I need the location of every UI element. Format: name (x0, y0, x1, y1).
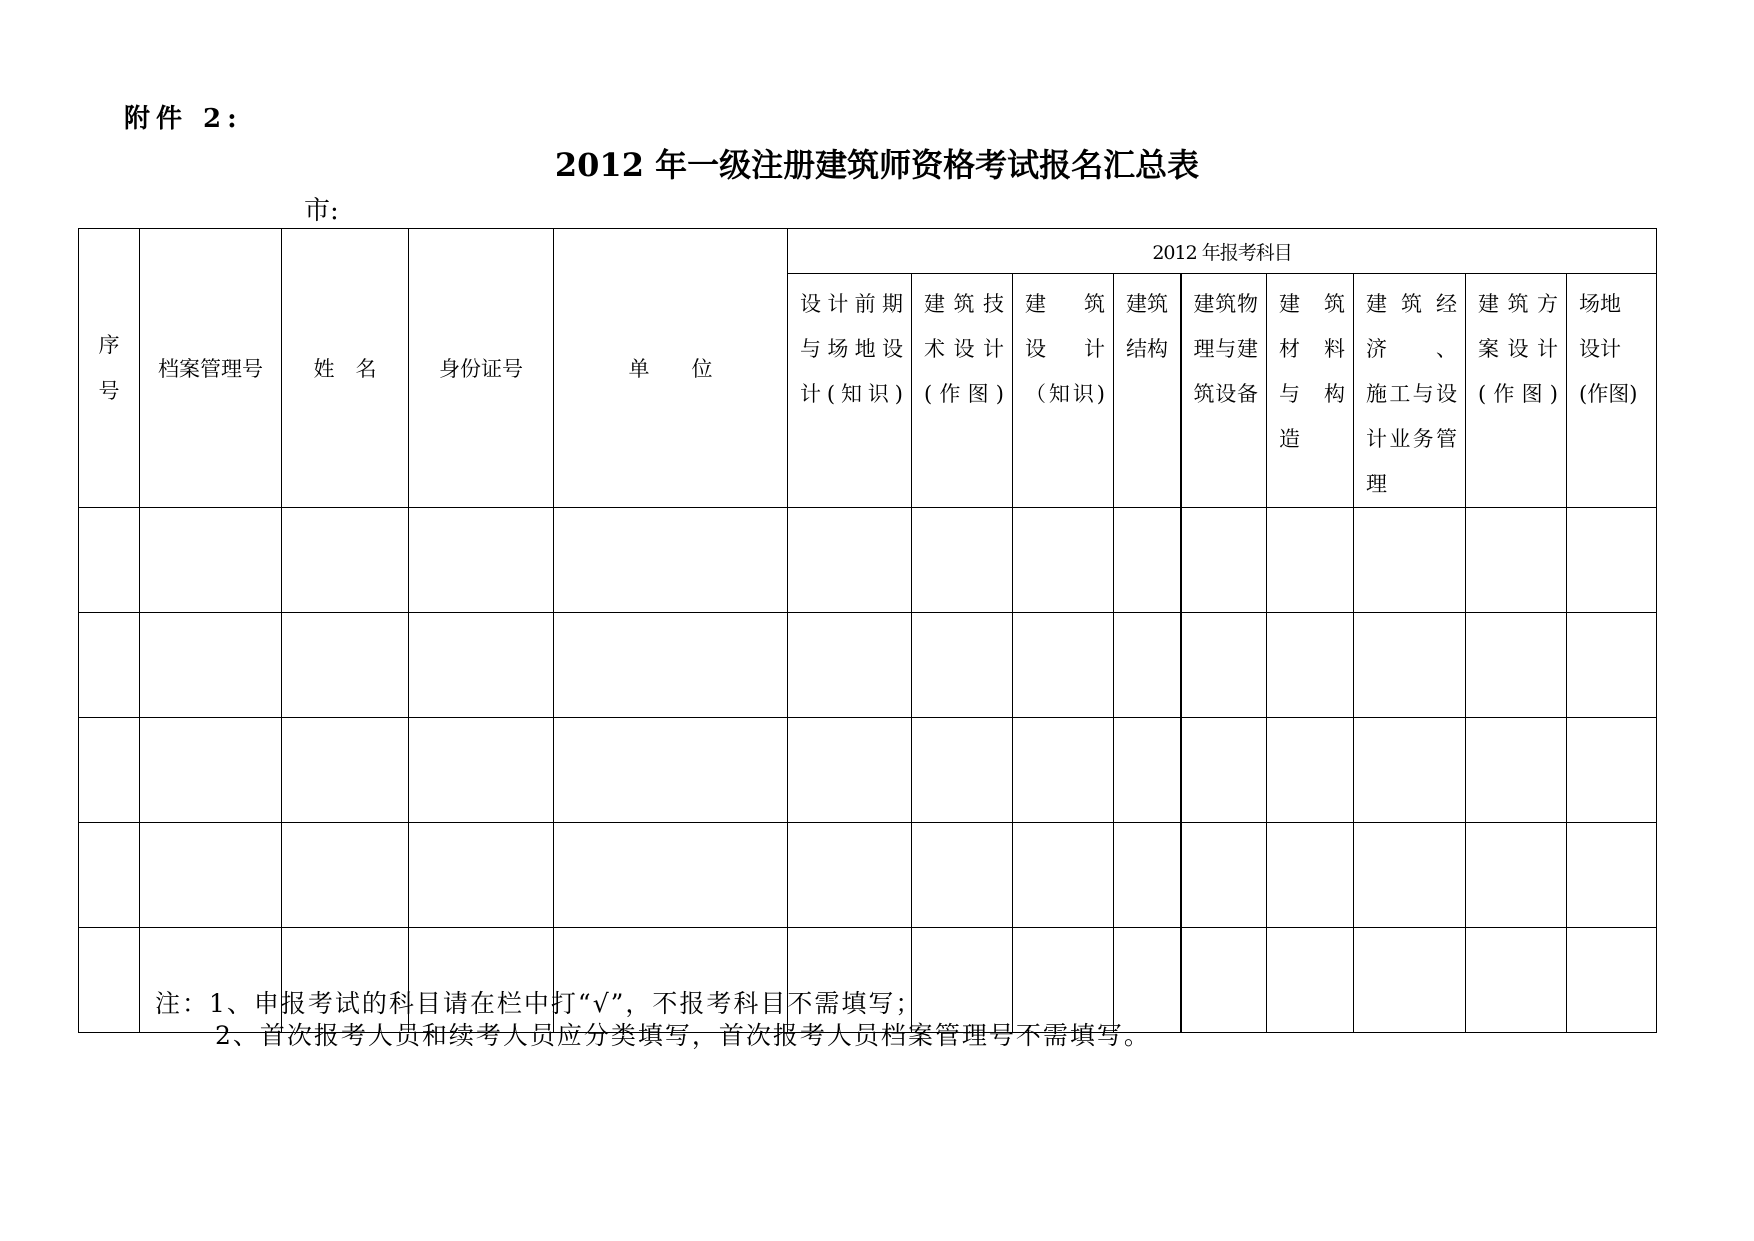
subject-line: 与 构 (1279, 382, 1345, 406)
table-cell[interactable] (79, 928, 140, 1033)
table-cell[interactable] (912, 613, 1013, 718)
subject-line: 设计 (1025, 337, 1105, 361)
table-cell[interactable] (140, 613, 282, 718)
header-subject-1 (788, 274, 912, 508)
header-id-no: 身份证号 (409, 229, 554, 508)
table-cell[interactable] (1466, 613, 1567, 718)
subject-line: 设计前期 (800, 292, 903, 316)
attachment-label: 附件 2: (124, 104, 243, 134)
table-cell[interactable] (1267, 928, 1354, 1033)
subject-line: (作图) (924, 382, 1004, 406)
table-cell[interactable] (1267, 718, 1354, 823)
table-cell[interactable] (409, 823, 554, 928)
table-cell[interactable] (554, 613, 788, 718)
table-cell[interactable] (1354, 508, 1466, 613)
table-cell[interactable] (140, 823, 282, 928)
table-cell[interactable] (1114, 508, 1181, 613)
subject-line: 与场地设 (800, 337, 903, 361)
table-row (79, 613, 1657, 718)
table-cell[interactable] (1181, 718, 1267, 823)
table-cell[interactable] (1466, 508, 1567, 613)
table-cell[interactable] (554, 823, 788, 928)
subject-line: （知识) (1025, 382, 1105, 406)
subject-line: 建 筑 (1279, 292, 1345, 316)
header-subject-7 (1354, 274, 1466, 508)
subject-line: 场地 (1579, 292, 1621, 316)
table-cell[interactable] (1354, 928, 1466, 1033)
table-cell[interactable] (79, 718, 140, 823)
table-cell[interactable] (788, 508, 912, 613)
table-cell[interactable] (912, 823, 1013, 928)
header-unit: 单 位 (554, 229, 788, 508)
city-label: 市: (304, 196, 339, 226)
table-cell[interactable] (1267, 508, 1354, 613)
subject-line: 术设计 (924, 337, 1004, 361)
subject-line: 建筑方 (1478, 292, 1558, 316)
header-subject-3 (1013, 274, 1114, 508)
table-cell[interactable] (1013, 718, 1114, 823)
table-cell[interactable] (1114, 823, 1181, 928)
header-subject-8 (1466, 274, 1567, 508)
header-subject-9 (1567, 274, 1657, 508)
table-cell[interactable] (282, 718, 409, 823)
table-cell[interactable] (1267, 613, 1354, 718)
subject-line: 理与建 (1193, 337, 1258, 361)
table-cell[interactable] (1354, 718, 1466, 823)
table-cell[interactable] (140, 718, 282, 823)
table-cell[interactable] (1267, 823, 1354, 928)
subject-line: 材 料 (1279, 337, 1345, 361)
note-1: 注：1、申报考试的科目请在栏中打“√”，不报考科目不需填写； (155, 989, 923, 1018)
table-cell[interactable] (1466, 718, 1567, 823)
table-cell[interactable] (788, 613, 912, 718)
table-cell[interactable] (1114, 718, 1181, 823)
table-cell[interactable] (79, 613, 140, 718)
header-subjects-group: 2012 年报考科目 (788, 229, 1657, 274)
table-cell[interactable] (1567, 613, 1657, 718)
table-row (79, 508, 1657, 613)
table-row (79, 823, 1657, 928)
subject-line: 建筑技 (924, 292, 1004, 316)
table-cell[interactable] (1567, 508, 1657, 613)
table-row (79, 718, 1657, 823)
note-2: 2、首次报考人员和续考人员应分类填写，首次报考人员档案管理号不需填写。 (215, 1021, 1151, 1050)
subject-line: (作图) (1478, 382, 1558, 406)
table-cell[interactable] (1354, 613, 1466, 718)
header-seq: 序 号 (79, 229, 140, 508)
header-subject-4 (1114, 274, 1181, 508)
header-subject-6 (1267, 274, 1354, 508)
table-cell[interactable] (409, 613, 554, 718)
table-cell[interactable] (554, 718, 788, 823)
table-cell[interactable] (1466, 823, 1567, 928)
header-name: 姓 名 (282, 229, 409, 508)
table-cell[interactable] (1181, 928, 1267, 1033)
table-cell[interactable] (1114, 613, 1181, 718)
table-cell[interactable] (912, 508, 1013, 613)
subject-line: 筑设备 (1193, 382, 1258, 406)
table-cell[interactable] (912, 718, 1013, 823)
table-cell[interactable] (79, 508, 140, 613)
table-cell[interactable] (1013, 823, 1114, 928)
subject-line: (作图) (1579, 382, 1638, 406)
table-cell[interactable] (1013, 508, 1114, 613)
subject-line: 设计 (1579, 337, 1621, 361)
subject-line: 案设计 (1478, 337, 1558, 361)
table-cell[interactable] (1013, 613, 1114, 718)
subject-line: 计业务管 (1366, 427, 1457, 451)
notes (155, 988, 1151, 1052)
subject-line: 理 (1366, 472, 1387, 496)
table-cell[interactable] (1466, 928, 1567, 1033)
table-cell[interactable] (1181, 613, 1267, 718)
subject-line: 建筑 (1126, 292, 1168, 316)
table-cell[interactable] (1181, 823, 1267, 928)
subject-line: 结构 (1126, 337, 1168, 361)
subject-line: 建筑经济、 (1366, 292, 1457, 361)
header-subject-2 (912, 274, 1013, 508)
header-subject-5 (1181, 274, 1267, 508)
table-cell[interactable] (409, 508, 554, 613)
table-cell[interactable] (1567, 718, 1657, 823)
table-cell[interactable] (788, 823, 912, 928)
table-cell[interactable] (1567, 823, 1657, 928)
table-cell[interactable] (554, 508, 788, 613)
table-cell[interactable] (282, 823, 409, 928)
table-cell[interactable] (79, 823, 140, 928)
table-cell[interactable] (1181, 508, 1267, 613)
subject-line: 建筑 (1025, 292, 1105, 316)
table-cell[interactable] (409, 718, 554, 823)
subject-line: 计(知识) (800, 382, 903, 406)
subject-line: 造 (1279, 427, 1300, 451)
table-cell[interactable] (1567, 928, 1657, 1033)
subject-line: 施工与设 (1366, 382, 1457, 406)
table-cell[interactable] (788, 718, 912, 823)
table-cell[interactable] (140, 508, 282, 613)
header-file-no: 档案管理号 (140, 229, 282, 508)
subject-line: 建筑物 (1193, 292, 1258, 316)
registration-table (78, 228, 1657, 1033)
table-cell[interactable] (282, 613, 409, 718)
table-cell[interactable] (282, 508, 409, 613)
page-title: 2012 年一级注册建筑师资格考试报名汇总表 (554, 146, 1200, 184)
table-cell[interactable] (1354, 823, 1466, 928)
